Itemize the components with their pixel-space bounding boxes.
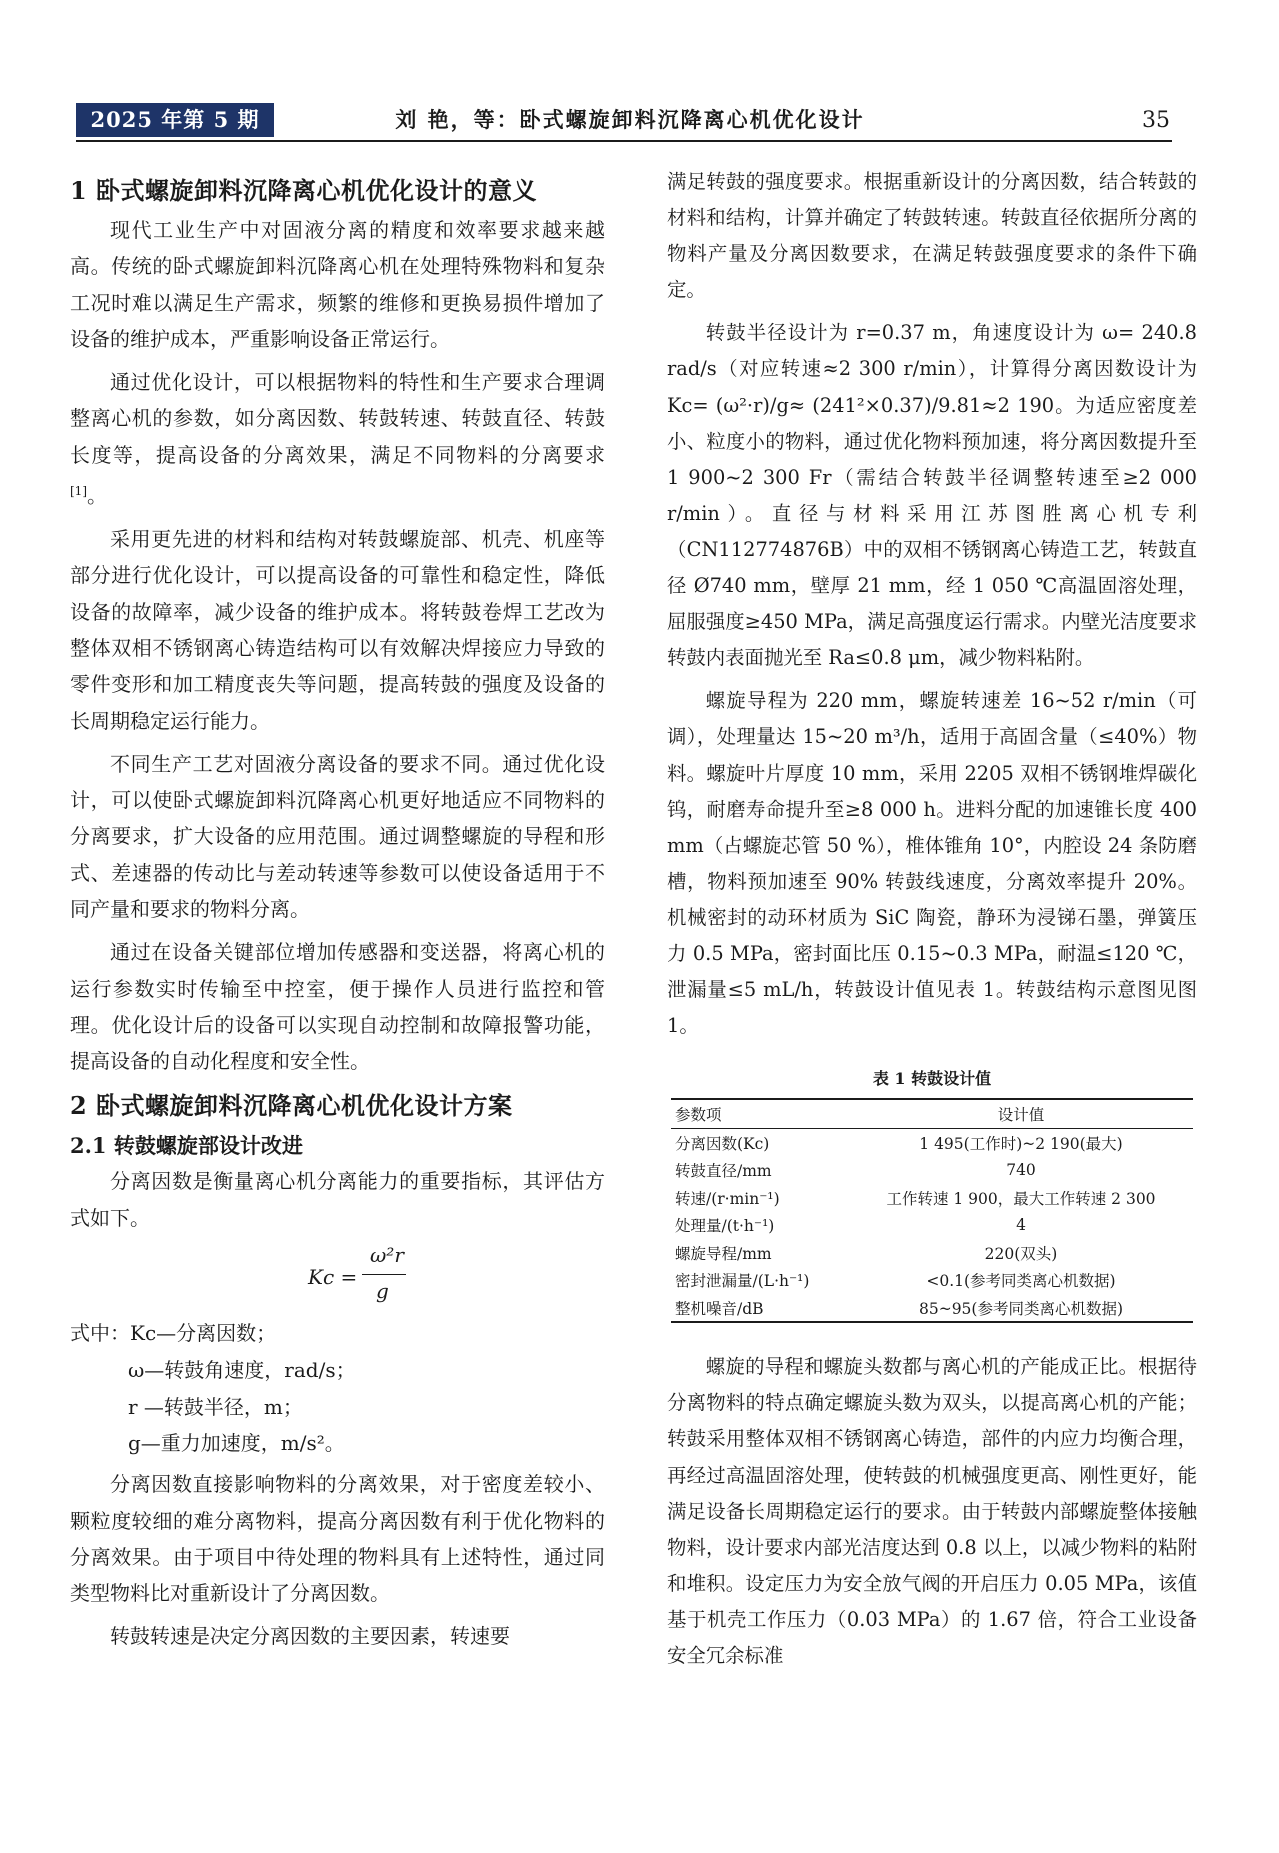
- section-2-heading: 2 卧式螺旋卸料沉降离心机优化设计方案: [70, 1091, 513, 1121]
- drum-design-table: [671, 1098, 1193, 1323]
- paragraph: 采用更先进的材料和结构对转鼓螺旋部、机壳、机座等部分进行优化设计，可以提高设备的可靠性和稳定性，降低设备的故障率，减少设备的维护成本。将转鼓卷焊工艺改为整体双相不锈钢离心铸造结构可以有效解决焊接应力导致的零件变形和加工精度丧失等问题，提高转鼓的强度及设备的长周期稳定运行能力。: [70, 527, 605, 733]
- table-cell: 220(双头): [984, 1244, 1058, 1263]
- page-number: 35: [1142, 108, 1170, 133]
- table-row: [671, 1266, 1193, 1294]
- table-cell: 螺旋导程/mm: [675, 1244, 772, 1263]
- table-caption: 表 1 转鼓设计值: [872, 1069, 992, 1089]
- table-row: [671, 1211, 1193, 1239]
- table-header: 设计值: [849, 1099, 1193, 1128]
- table-row: [671, 1239, 1193, 1267]
- paragraph: 分离因数是衡量离心机分离能力的重要指标，其评估方式如下。: [70, 1169, 605, 1230]
- paragraph: 通过在设备关键部位增加传感器和变送器，将离心机的运行参数实时传输至中控室，便于操作人员进行监控和管理。优化设计后的设备可以实现自动控制和故障报警功能，提高设备的自动化程度和安全性。: [70, 940, 605, 1074]
- table-cell: 740: [1006, 1161, 1036, 1179]
- paragraph: 螺旋的导程和螺旋头数都与离心机的产能成正比。根据待分离物料的特点确定螺旋头数为双头，以提高离心机的产能；转鼓采用整体双相不锈钢离心铸造，部件的内应力均衡合理，再经过高温固溶处理，使转鼓的机械强度更高、刚性更好，能满足设备长周期稳定运行的要求。由于转鼓内部螺旋整体接触物料，设计要求内部光洁度达到 0.8 以上，以减少物料的粘附和堆积。设定压力为安全放气阀的开启压力 0.05 MPa，该值基于机壳工作压力（0.03 MPa）的 1.67 倍，符合工业设备安全冗余标准: [667, 1355, 1197, 1667]
- table-header-row: [671, 1099, 1193, 1128]
- table-row: [671, 1294, 1193, 1323]
- citation-ref[interactable]: [1]: [70, 484, 87, 499]
- table-cell: 转鼓直径/mm: [675, 1162, 772, 1180]
- right-column: [667, 164, 1197, 1681]
- table-cell: 工作转速 1 900，最大工作转速 2 300: [886, 1189, 1156, 1208]
- paragraph: [70, 364, 605, 514]
- table-cell: 1 495(工作时)~2 190(最大): [919, 1134, 1123, 1153]
- section-1-heading: 1 卧式螺旋卸料沉降离心机优化设计的意义: [70, 176, 538, 205]
- where-line: ω—转鼓角速度，rad/s；: [128, 1357, 356, 1382]
- formula-numerator: ω²r: [370, 1243, 404, 1268]
- table-cell: 4: [1016, 1216, 1026, 1234]
- separation-factor-formula: [70, 1243, 605, 1315]
- fraction-bar: [362, 1274, 406, 1275]
- paragraph-text: 通过优化设计，可以根据物料的特性和生产要求合理调整离心机的参数，如分离因数、转鼓转速、转鼓直径、转鼓长度等，提高设备的分离效果，满足不同物料的分离要求: [70, 370, 605, 467]
- paragraph: 满足转鼓的强度要求。根据重新设计的分离因数，结合转鼓的材料和结构，计算并确定了转鼓转速。转鼓直径依据所分离的物料产量及分离因数要求，在满足转鼓强度要求的条件下确定。: [667, 170, 1197, 302]
- table-cell: 85~95(参考同类离心机数据): [918, 1299, 1124, 1318]
- paragraph: 分离因数直接影响物料的分离效果，对于密度差较小、颗粒度较细的难分离物料，提高分离因数有利于优化物料的分离效果。由于项目中待处理的物料具有上述特性，通过同类型物料比对重新设计了分离因数。: [70, 1472, 605, 1606]
- table-cell: <0.1(参考同类离心机数据): [926, 1272, 1116, 1290]
- paragraph: 螺旋导程为 220 mm，螺旋转速差 16~52 r/min（可调），处理量达 15~20 m³/h，适用于高固含量（≤40%）物料。螺旋叶片厚度 10 mm，采用 2205 双相不锈钢堆焊碳化钨，耐磨寿命提升至≥8 000 h。进料分配的加速锥长度 400 mm（占螺旋芯管 50 %），椎体锥角 10°，内腔设 24 条防磨槽，物料预加速至 90% 转鼓线速度，分离效率提升 20%。机械密封的动环材质为 SiC 陶瓷，静环为浸锑石墨，弹簧压力 0.5 MPa，密封面比压 0.15~0.3 MPa，耐温≤120 ℃，泄漏量≤5 mL/h，转鼓设计值见表 1。转鼓结构示意图见图 1。: [667, 689, 1197, 1038]
- formula-denominator: g: [376, 1279, 389, 1304]
- table-row: [671, 1156, 1193, 1184]
- where-line: r —转鼓半径，m；: [128, 1394, 303, 1419]
- table-row: [671, 1184, 1193, 1212]
- table-cell: 整机噪音/dB: [675, 1299, 764, 1318]
- paragraph: 不同生产工艺对固液分离设备的要求不同。通过优化设计，可以使卧式螺旋卸料沉降离心机更好地适应不同物料的分离要求，扩大设备的应用范围。通过调整螺旋的导程和形式、差速器的传动比与差动转速等参数可以使设备适用于不同产量和要求的物料分离。: [70, 751, 605, 921]
- table-row: [671, 1128, 1193, 1156]
- where-line: g—重力加速度，m/s²。: [128, 1431, 345, 1456]
- table-cell: 密封泄漏量/(L·h⁻¹): [675, 1272, 810, 1290]
- table-cell: 转速/(r·min⁻¹): [675, 1189, 780, 1208]
- table-cell: 分离因数(Kc): [675, 1134, 770, 1153]
- table-cell: 处理量/(t·h⁻¹): [675, 1217, 775, 1235]
- table-header: 参数项: [671, 1099, 849, 1128]
- running-title: 刘 艳，等：卧式螺旋卸料沉降离心机优化设计: [395, 107, 865, 132]
- issue-badge: 2025 年第 5 期: [76, 103, 274, 137]
- paragraph: 转鼓半径设计为 r=0.37 m，角速度设计为 ω= 240.8 rad/s（对应转速≈2 300 r/min），计算得分离因数设计为 Kc= (ω²·r)/g≈ (241²×0.37)/9.81≈2 190。为适应密度差小、粒度小的物料，通过优化物料预加速，将分离因数提升至 1 900~2 300 Fr（需结合转鼓半径调整转速至≥2 000 r/min）。直径与材料采用江苏图胜离心机专利（CN112774876B）中的双相不锈钢离心铸造工艺，转鼓直径 Ø740 mm，壁厚 21 mm，经 1 050 ℃高温固溶处理，屈服强度≥450 MPa，满足高强度运行需求。内壁光洁度要求转鼓内表面抛光至 Ra≤0.8 μm，减少物料粘附。: [667, 321, 1197, 670]
- subsection-2-1-heading: 2.1 转鼓螺旋部设计改进: [70, 1133, 303, 1159]
- paragraph: 现代工业生产中对固液分离的精度和效率要求越来越高。传统的卧式螺旋卸料沉降离心机在处理特殊物料和复杂工况时难以满足生产需求，频繁的维修和更换易损件增加了设备的维护成本，严重影响设备正常运行。: [70, 218, 605, 351]
- paragraph: 转鼓转速是决定分离因数的主要因素，转速要: [110, 1624, 510, 1649]
- header-rule: [76, 140, 1172, 142]
- paragraph-end: 。: [87, 483, 107, 508]
- left-column: [70, 164, 605, 1662]
- where-line: 式中：Kc—分离因数；: [70, 1321, 277, 1346]
- formula-lhs: Kc =: [308, 1265, 358, 1290]
